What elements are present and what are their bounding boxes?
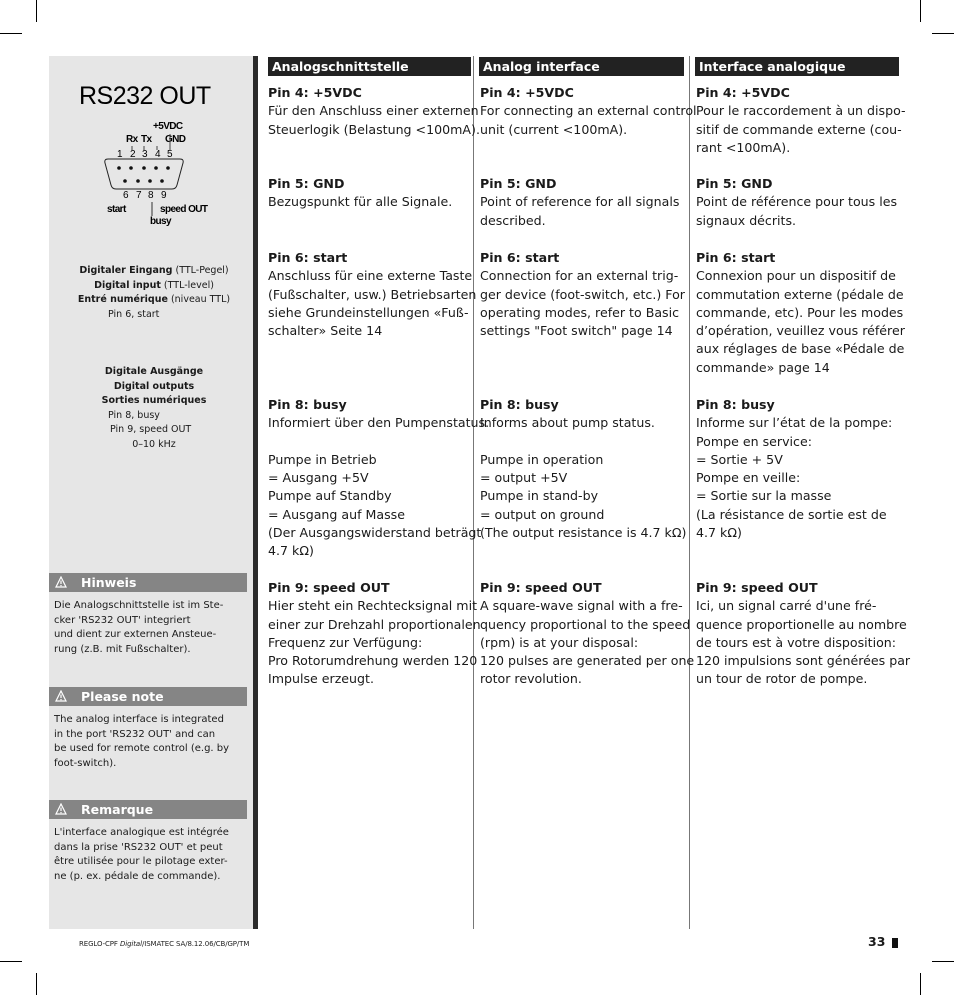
text-line: A square-wave signal with a fre- xyxy=(480,598,683,614)
pin-number: 5 xyxy=(167,149,172,160)
pin-heading: Pin 5: GND xyxy=(480,176,557,191)
text-line: = Ausgang +5V xyxy=(268,470,369,486)
text-line: rotor revolution. xyxy=(480,671,582,687)
legend-line: Pin 6, start xyxy=(108,308,160,320)
text-line: ger device (foot-switch, etc.) For xyxy=(480,286,685,302)
legend-line: Digitaler Eingang (TTL-Pegel) xyxy=(79,265,229,276)
digital-outputs-legend xyxy=(49,365,259,452)
busy-label: busy xyxy=(150,216,171,227)
text-line: unit (current <100mA). xyxy=(480,121,628,137)
text-line: Impulse erzeugt. xyxy=(268,671,374,687)
pin-heading: Pin 4: +5VDC xyxy=(268,85,362,100)
text-line: Pumpe auf Standby xyxy=(268,488,392,504)
text-line: described. xyxy=(480,212,546,228)
text-line: Informe sur l’état de la pompe: xyxy=(696,415,893,431)
text-line: Point de référence pour tous les xyxy=(696,194,898,210)
pin6-block-de xyxy=(268,249,476,340)
pin4-block-de xyxy=(268,84,480,139)
note-line: The analog interface is integrated xyxy=(54,714,224,725)
pin-number: 3 xyxy=(142,149,147,160)
text-line: Hier steht ein Rechtecksignal mit xyxy=(268,598,478,614)
note-line: dans la prise 'RS232 OUT' et peut xyxy=(54,841,223,853)
crop-mark xyxy=(0,33,22,34)
pin4-block-en xyxy=(480,84,697,139)
column-divider xyxy=(689,56,690,929)
text-line: signaux décrits. xyxy=(696,212,797,228)
text-line: schalter» Seite 14 xyxy=(268,323,383,339)
text-line: Pumpe in Betrieb xyxy=(268,451,377,467)
gnd-label: GND xyxy=(165,134,186,145)
vdc-label: +5VDC xyxy=(153,121,183,132)
text-line: Connection for an external trig- xyxy=(480,268,679,284)
document-footer xyxy=(79,940,249,948)
text-line: = output +5V xyxy=(480,470,568,486)
pin-heading: Pin 6: start xyxy=(696,250,776,265)
legend-line: Digitale Ausgänge xyxy=(104,366,204,377)
text-line: settings "Foot switch" page 14 xyxy=(480,323,673,339)
text-line: Pumpe in operation xyxy=(480,451,604,467)
text-line: commande, etc). Pour les modes xyxy=(696,304,904,320)
legend-line: 0–10 kHz xyxy=(132,438,176,450)
pin-number: 6 xyxy=(123,190,128,201)
text-line xyxy=(268,433,489,451)
pin-number: 7 xyxy=(136,190,141,201)
text-line: = Sortie sur la masse xyxy=(696,488,832,504)
footer-prefix: REGLO-CPF xyxy=(79,940,120,948)
crop-mark xyxy=(920,0,921,22)
pin8-block-en xyxy=(480,396,686,542)
pin-heading: Pin 6: start xyxy=(268,250,348,265)
text-line: Informs about pump status. xyxy=(480,415,655,431)
pin-heading: Pin 8: busy xyxy=(696,397,775,412)
text-line: Informiert über den Pumpenstatus. xyxy=(268,415,490,431)
pin-number: 8 xyxy=(148,190,153,201)
text-line: Pro Rotorumdrehung werden 120 xyxy=(268,653,478,669)
text-line: Pour le raccordement à un dispo- xyxy=(696,103,906,119)
text-line: rant <100mA). xyxy=(696,139,791,155)
pin4-block-fr xyxy=(696,84,906,157)
pin6-block-fr xyxy=(696,249,905,377)
crop-mark xyxy=(920,973,921,995)
pin-heading: Pin 5: GND xyxy=(268,176,345,191)
warning-icon xyxy=(55,576,67,588)
note-body-please-note xyxy=(54,713,246,771)
start-label: start xyxy=(107,204,126,215)
pin-heading: Pin 5: GND xyxy=(696,176,773,191)
note-line: foot-switch). xyxy=(54,757,117,769)
pin8-block-fr xyxy=(696,396,892,542)
note-title: Remarque xyxy=(81,802,154,817)
page-marker xyxy=(892,938,898,948)
legend-line: Pin 9, speed OUT xyxy=(110,424,192,435)
text-line: aux réglages de base «Pédale de xyxy=(696,341,905,357)
pin6-block-en xyxy=(480,249,685,340)
legend-line: Entré numérique (niveau TTL) xyxy=(77,294,231,305)
pin-heading: Pin 4: +5VDC xyxy=(480,85,574,100)
digital-input-legend xyxy=(49,264,259,322)
text-line: Pompe en veille: xyxy=(696,470,801,486)
text-line: Connexion pour un dispositif de xyxy=(696,268,896,284)
pin-heading: Pin 4: +5VDC xyxy=(696,85,790,100)
speed-out-label: speed OUT xyxy=(160,204,208,215)
text-line: Ici, un signal carré d'une fré- xyxy=(696,598,877,614)
text-line: Bezugspunkt für alle Signale. xyxy=(268,194,453,210)
pin9-block-fr xyxy=(696,579,910,689)
text-line: (Fußschalter, usw.) Betriebsarten xyxy=(268,286,477,302)
note-body-remarque xyxy=(54,826,246,884)
text-line: (Der Ausgangswiderstand beträgt xyxy=(268,525,482,541)
crop-mark xyxy=(932,961,954,962)
legend-line: Digital input (TTL-level) xyxy=(94,279,214,291)
note-title: Please note xyxy=(81,689,164,704)
text-line: = Ausgang auf Masse xyxy=(268,506,405,522)
column-header-english: Analog interface xyxy=(479,57,684,76)
text-line: 120 impulsions sont générées par xyxy=(696,653,911,669)
pin5-block-de xyxy=(268,175,452,212)
legend-line: Sorties numériques xyxy=(101,395,207,406)
text-line: de tours est à votre disposition: xyxy=(696,634,897,650)
tx-label: Tx xyxy=(141,134,152,145)
crop-mark xyxy=(36,0,37,22)
note-header-please-note xyxy=(49,687,247,706)
text-line: Pompe en service: xyxy=(696,433,812,449)
text-line: un tour de rotor de pompe. xyxy=(696,671,868,687)
page-number: 33 xyxy=(868,934,886,949)
text-line: siehe Grundeinstellungen «Fuß- xyxy=(268,304,469,320)
note-line: und dient zur externen Ansteue- xyxy=(54,629,217,640)
pin-heading: Pin 8: busy xyxy=(480,397,559,412)
text-line: Pumpe in stand-by xyxy=(480,488,599,504)
text-line: (rpm) is at your disposal: xyxy=(480,634,639,650)
note-title: Hinweis xyxy=(81,575,137,590)
text-line: 4.7 kΩ) xyxy=(268,543,314,559)
text-line: commande» page 14 xyxy=(696,359,830,375)
column-header-french: Interface analogique xyxy=(695,57,899,76)
legend-line: Digital outputs xyxy=(113,380,195,392)
legend-line: Pin 8, busy xyxy=(108,409,160,421)
note-line: in the port 'RS232 OUT' and can xyxy=(54,728,216,740)
text-line: sitif de commande externe (cou- xyxy=(696,121,902,137)
sidebar-divider xyxy=(253,56,258,929)
port-title: RS232 OUT xyxy=(79,82,211,110)
note-line: Die Analogschnittstelle ist im Ste- xyxy=(54,600,224,611)
pin5-block-fr xyxy=(696,175,897,230)
note-line: rung (z.B. mit Fußschalter). xyxy=(54,643,191,655)
note-header-remarque xyxy=(49,800,247,819)
text-line: 4.7 kΩ) xyxy=(696,525,742,541)
text-line: (The output resistance is 4.7 kΩ) xyxy=(480,525,687,541)
pin-heading: Pin 9: speed OUT xyxy=(696,580,818,595)
text-line: Steuerlogik (Belastung <100mA). xyxy=(268,121,480,137)
note-line: L'interface analogique est intégrée xyxy=(54,827,229,838)
crop-mark xyxy=(932,33,954,34)
text-line: Anschluss für eine externe Taste xyxy=(268,268,473,284)
note-header-hinweis xyxy=(49,573,247,592)
text-line: Für den Anschluss einer externen xyxy=(268,103,479,119)
footer-suffix: /ISMATEC SA/8.12.06/CB/GP/TM xyxy=(141,940,250,948)
pin-heading: Pin 9: speed OUT xyxy=(480,580,602,595)
note-line: être utilisée pour le pilotage exter- xyxy=(54,856,228,867)
note-line: cker 'RS232 OUT' integriert xyxy=(54,614,191,626)
pin-number: 2 xyxy=(130,149,135,160)
pin-heading: Pin 8: busy xyxy=(268,397,347,412)
warning-icon xyxy=(55,690,67,702)
column-header-german: Analogschnittstelle xyxy=(268,57,471,76)
pin5-block-en xyxy=(480,175,679,230)
text-line: quence proportionelle au nombre xyxy=(696,616,907,632)
text-line: einer zur Drehzahl proportionalen xyxy=(268,616,481,632)
note-body-hinweis xyxy=(54,599,246,657)
pin-heading: Pin 9: speed OUT xyxy=(268,580,390,595)
pin-heading: Pin 6: start xyxy=(480,250,560,265)
pin8-block-de xyxy=(268,396,489,561)
text-line xyxy=(480,433,686,451)
text-line: d’opération, veuillez vous référer xyxy=(696,323,905,339)
text-line: 120 pulses are generated per one xyxy=(480,653,695,669)
pin9-block-de xyxy=(268,579,481,689)
rx-label: Rx xyxy=(126,134,138,145)
pin9-block-en xyxy=(480,579,694,689)
text-line: quency proportional to the speed xyxy=(480,616,691,632)
text-line: Point of reference for all signals xyxy=(480,194,680,210)
warning-icon xyxy=(55,803,67,815)
note-line: be used for remote control (e.g. by xyxy=(54,743,230,754)
pin-number: 9 xyxy=(161,190,166,201)
text-line: For connecting an external control xyxy=(480,103,697,119)
text-line: (La résistance de sortie est de xyxy=(696,506,887,522)
pin-number: 1 xyxy=(117,149,122,160)
footer-italic: Digital xyxy=(119,940,142,948)
note-line: ne (p. ex. pédale de commande). xyxy=(54,870,221,882)
crop-mark xyxy=(0,961,22,962)
text-line: = output on ground xyxy=(480,506,605,522)
text-line: Frequenz zur Verfügung: xyxy=(268,634,423,650)
text-line: = Sortie + 5V xyxy=(696,451,783,467)
pin-number: 4 xyxy=(155,149,160,160)
text-line: commutation externe (pédale de xyxy=(696,286,904,302)
text-line: operating modes, refer to Basic xyxy=(480,304,680,320)
crop-mark xyxy=(36,973,37,995)
